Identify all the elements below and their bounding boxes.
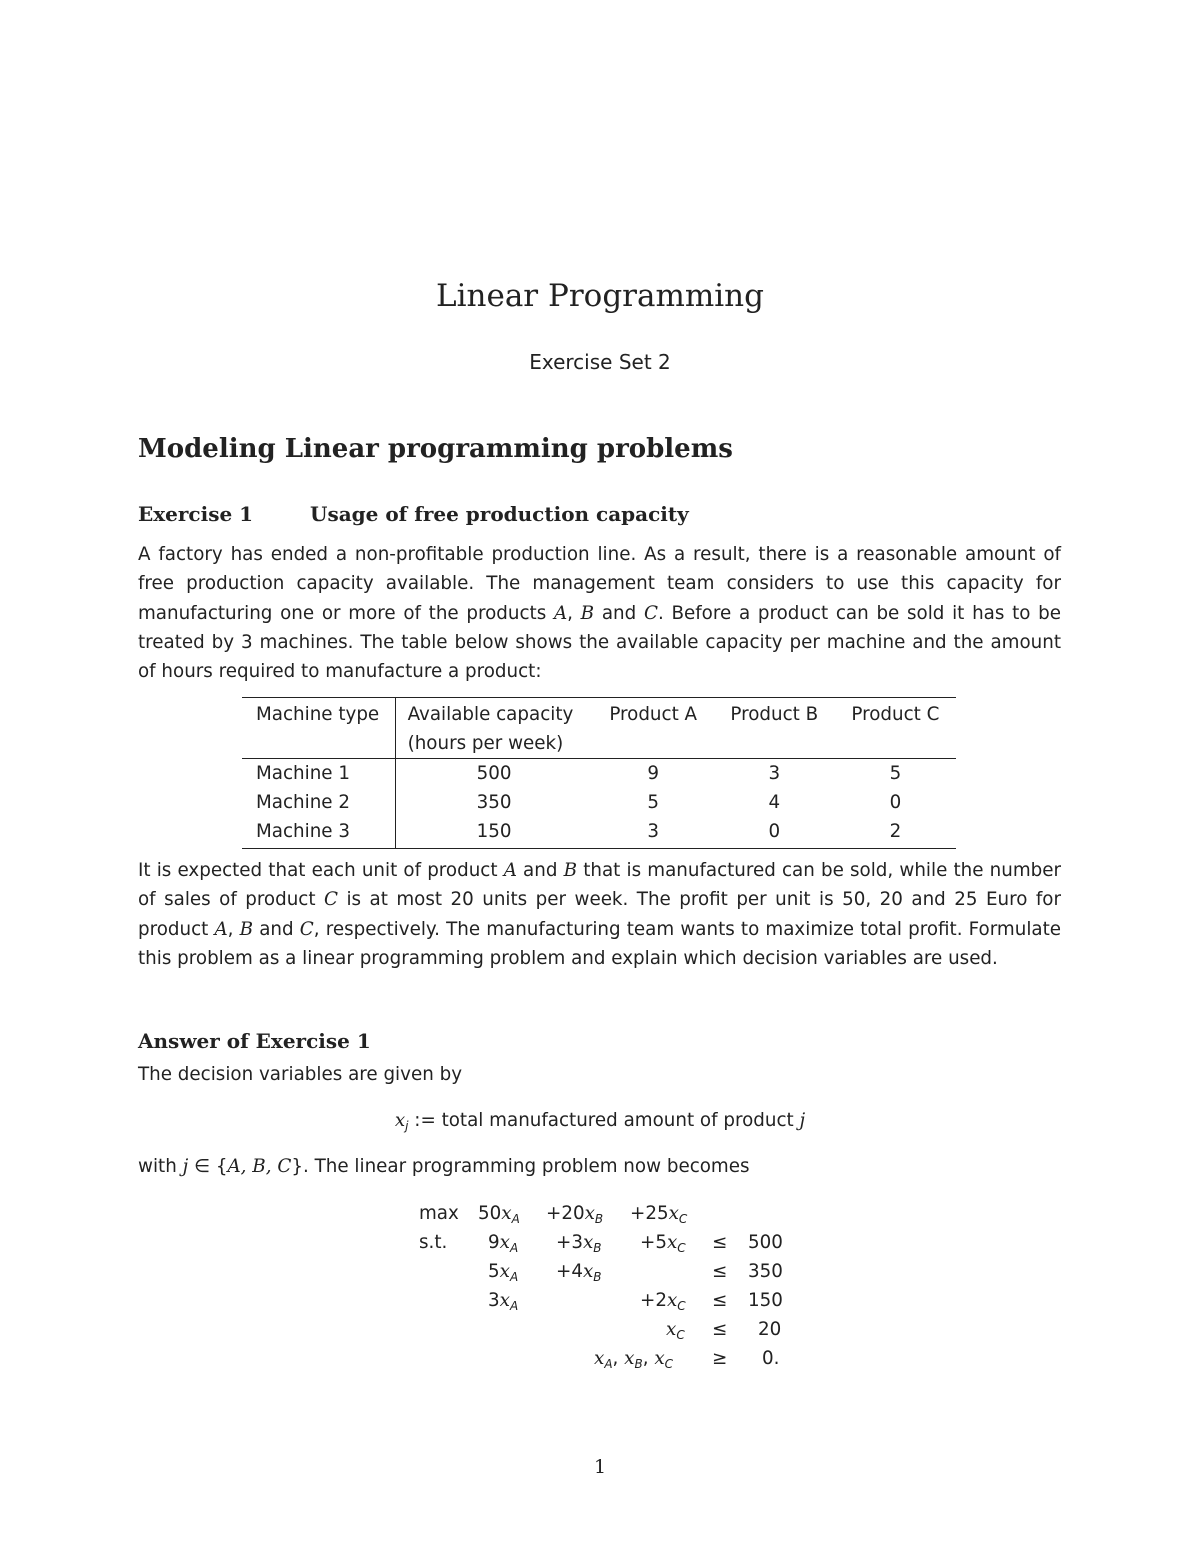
lp-obj-term-a: $50x_A$ (478, 1203, 520, 1226)
answer-intro: The decision variables are given by (138, 1064, 463, 1085)
lp-r5-rhs: 0. (762, 1348, 780, 1369)
page-subtitle: Exercise Set 2 (529, 350, 671, 374)
exercise-title: Usage of free production capacity (310, 502, 689, 526)
table-row: Machine 1 500 9 3 5 (242, 759, 956, 789)
lp-r3-relation: ≤ (712, 1290, 728, 1311)
page-number: 1 (593, 1456, 607, 1478)
lp-r1-rhs: 500 (748, 1232, 783, 1253)
lp-r1-relation: ≤ (712, 1232, 728, 1253)
lp-max-label: max (419, 1203, 459, 1224)
lp-r1-term-a: $9x_A$ (488, 1232, 519, 1255)
page-title: Linear Programming (436, 278, 764, 314)
lp-r5-terms: $x_A$, $x_B$, $x_C$ (594, 1348, 674, 1371)
lp-r1-term-c: $+5x_C$ (640, 1232, 686, 1255)
lp-r2-term-a: $5x_A$ (488, 1261, 519, 1284)
answer-heading: Answer of Exercise 1 (138, 1029, 371, 1053)
decision-variable-definition: $x_j$ := total manufactured amount of product j (394, 1110, 806, 1133)
header-product-a: Product A (593, 698, 714, 730)
header-product-b: Product B (714, 698, 835, 730)
header-capacity-unit: (hours per week) (395, 729, 593, 759)
lp-r2-term-b: $+4x_B$ (556, 1261, 602, 1284)
header-machine-type: Machine type (242, 698, 395, 730)
lp-r4-relation: ≤ (712, 1319, 728, 1340)
lp-r2-relation: ≤ (712, 1261, 728, 1282)
lp-obj-term-b: $+20x_B$ (546, 1203, 604, 1226)
lp-r2-rhs: 350 (748, 1261, 783, 1282)
capacity-table (242, 697, 956, 849)
exercise-intro: A factory has ended a non-profitable production line. As a result, there is a reasonable amount of free production capacity available. The management team considers to use this capacity for manufacturing one or more of the products A, B and C. Before a product can be sold it has to be treated by 3 machines. The table below shows the available capacity per machine and the amount of hours required to manufacture a product: (138, 544, 1062, 683)
lp-r5-relation: ≥ (712, 1348, 728, 1369)
exercise-number: Exercise 1 (138, 502, 254, 526)
lp-r4-rhs: 20 (758, 1319, 782, 1340)
exercise-question: It is expected that each unit of product A and B that is manufactured can be sold, while the number of sales of product C is at most 20 units per week. The profit per unit is 50, 20 and 25 Euro for product A, B and C, respectively. The manufacturing team wants to maximize total profit. Formulate this problem as a linear programming problem and explain which decision variables are used. (138, 860, 1062, 969)
lp-r1-term-b: $+3x_B$ (556, 1232, 602, 1255)
table-row: Machine 2 350 5 4 0 (242, 788, 956, 817)
header-product-c: Product C (835, 698, 956, 730)
lp-r3-rhs: 150 (748, 1290, 783, 1311)
lp-r4-term-c: $x_C$ (666, 1319, 685, 1342)
header-capacity: Available capacity (395, 698, 593, 730)
table-row: Machine 3 150 3 0 2 (242, 817, 956, 849)
lp-st-label: s.t. (419, 1232, 448, 1253)
section-heading: Modeling Linear programming problems (138, 434, 733, 464)
lp-r3-term-a: $3x_A$ (488, 1290, 519, 1313)
lp-obj-term-c: $+25x_C$ (630, 1203, 688, 1226)
index-set-sentence: with j ∈ {A, B, C}. The linear programming problem now becomes (138, 1156, 750, 1177)
lp-r3-term-c: $+2x_C$ (640, 1290, 686, 1313)
